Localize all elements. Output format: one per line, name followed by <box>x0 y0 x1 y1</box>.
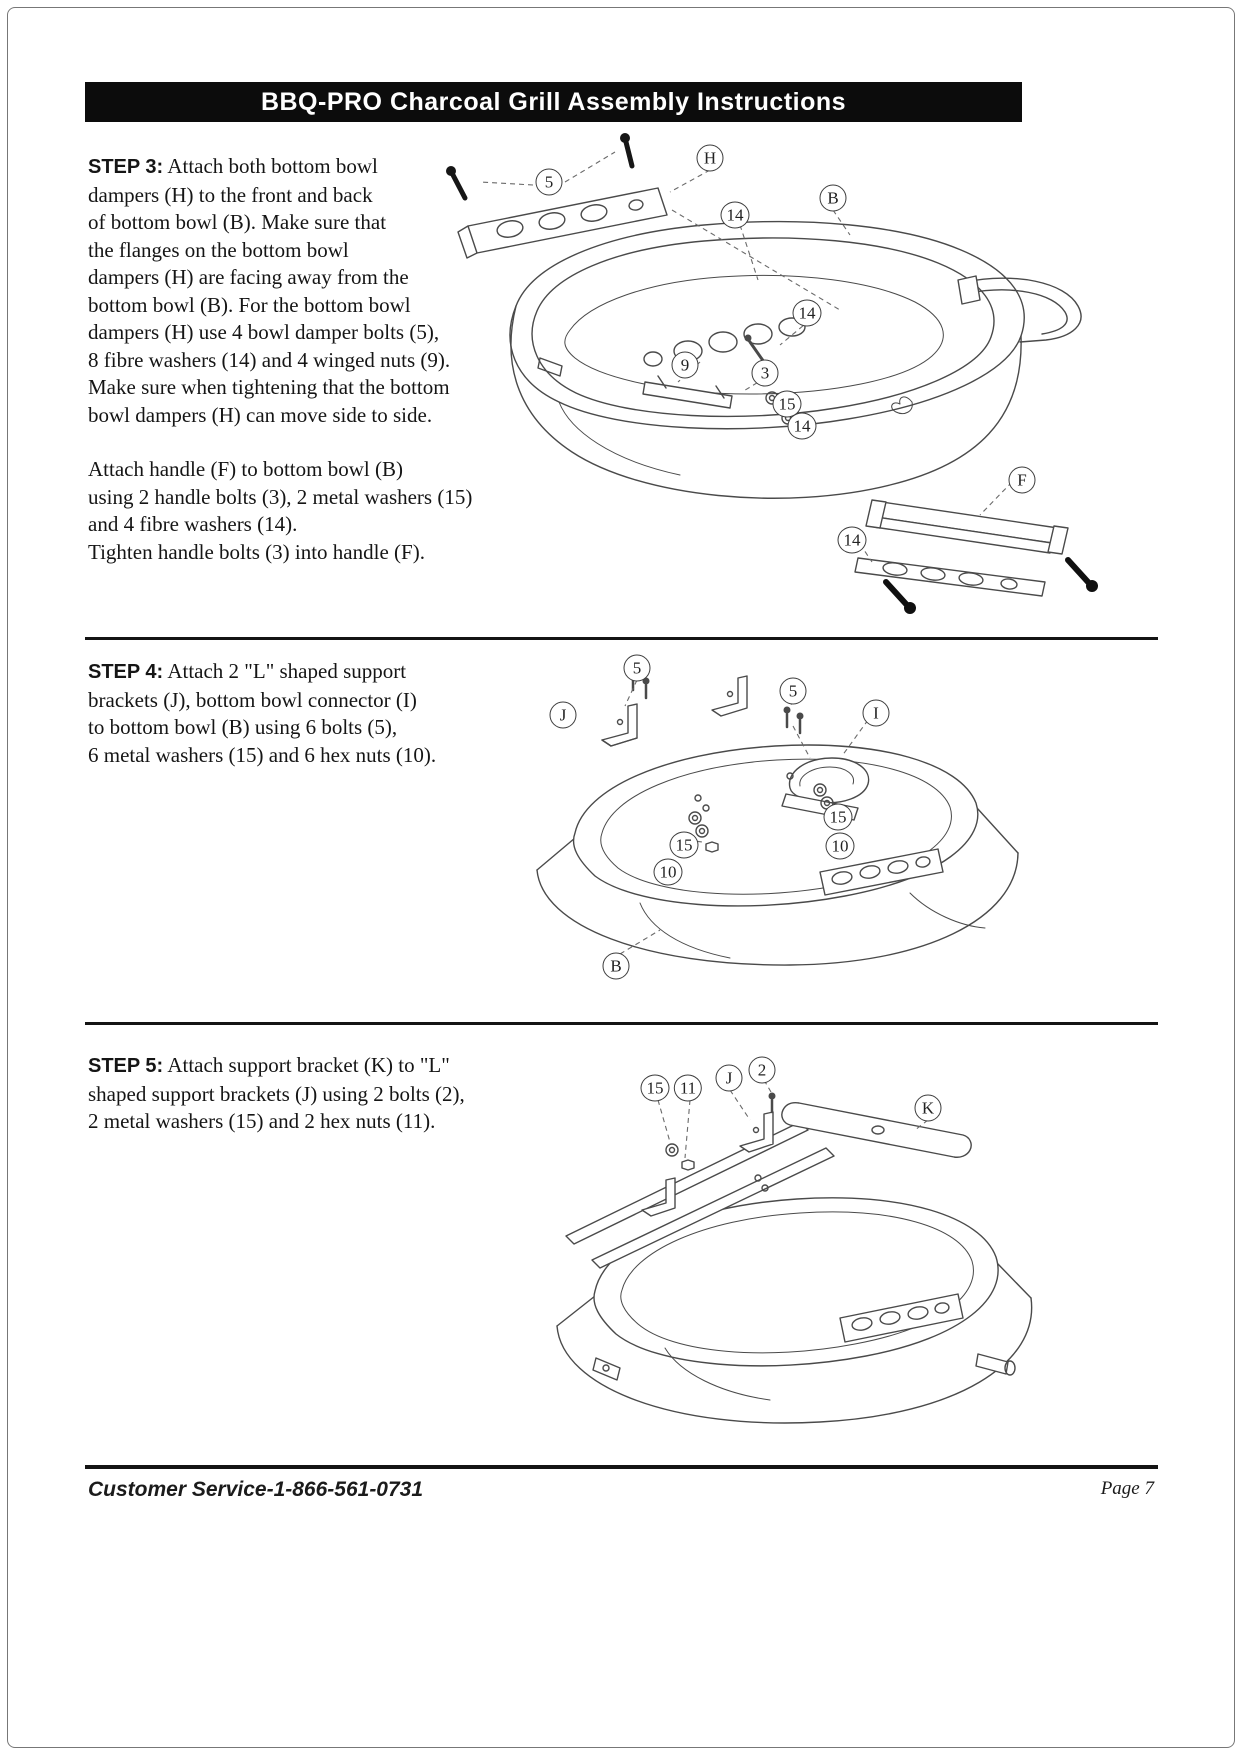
text-line: 2 metal washers (15) and 2 hex nuts (11). <box>88 1109 436 1133</box>
text-line: 6 metal washers (15) and 6 hex nuts (10). <box>88 742 437 767</box>
text-line: bowl dampers (H) can move side to side. <box>88 402 433 427</box>
step4-illustration <box>490 648 1060 993</box>
callout: 10 <box>826 833 855 860</box>
text-line: using 2 handle bolts (3), 2 metal washers (15) <box>88 484 473 509</box>
step5-text <box>88 1052 528 1136</box>
text-line: Attach handle (F) to bottom bowl (B) <box>88 457 403 481</box>
text-line: Attach 2 "L" shaped support <box>167 659 407 683</box>
section-divider <box>85 1022 1158 1025</box>
text-line: dampers (H) are facing away from the <box>88 265 409 289</box>
text-line: bottom bowl (B). For the bottom bowl <box>88 292 411 317</box>
text-line: 8 fibre washers (14) and 4 winged nuts (9). <box>88 347 451 372</box>
callout: I <box>863 700 890 727</box>
text-line: brackets (J), bottom bowl connector (I) <box>88 687 417 712</box>
callout: 14 <box>788 413 817 440</box>
callout: 5 <box>536 169 563 196</box>
callout: 15 <box>670 832 699 859</box>
callout: 5 <box>624 655 651 682</box>
step5-illustration <box>500 1058 1070 1468</box>
step3-illustration <box>420 130 1110 630</box>
step4-label: STEP 4: <box>88 661 164 683</box>
step4-drawing <box>490 648 1060 993</box>
text-line: Attach both bottom bowl <box>167 154 378 178</box>
callout: K <box>915 1095 942 1122</box>
page-number: Page 7 <box>1100 1478 1154 1499</box>
callout: J <box>550 702 577 729</box>
section-divider <box>85 637 1158 640</box>
callout: 2 <box>749 1057 776 1084</box>
step5-drawing <box>500 1058 1070 1468</box>
text-line: of bottom bowl (B). Make sure that <box>88 210 387 234</box>
step3-label: STEP 3: <box>88 156 164 178</box>
callout: B <box>820 185 847 212</box>
step5-label: STEP 5: <box>88 1055 164 1077</box>
text-line: to bottom bowl (B) using 6 bolts (5), <box>88 715 398 739</box>
callout: 15 <box>641 1075 670 1102</box>
text-line <box>88 1052 528 1081</box>
callout: 14 <box>838 527 867 554</box>
callout: F <box>1009 467 1036 494</box>
page-title: BBQ-PRO Charcoal Grill Assembly Instructions <box>260 87 847 116</box>
callout: 10 <box>654 859 683 886</box>
header-banner <box>85 82 1022 122</box>
callout: 11 <box>674 1075 702 1102</box>
callout: B <box>603 953 630 980</box>
text-line: Make sure when tightening that the bottom <box>88 375 450 399</box>
callout: 15 <box>824 804 853 831</box>
step4-text <box>88 658 508 769</box>
text-line: dampers (H) to the front and back <box>88 182 373 207</box>
text-line: Tighten handle bolts (3) into handle (F). <box>88 539 425 564</box>
text-line: the flanges on the bottom bowl <box>88 237 349 262</box>
callout: 3 <box>752 360 779 387</box>
callout: 5 <box>780 678 807 705</box>
callout: 14 <box>721 202 750 229</box>
callout: H <box>697 145 724 172</box>
text-line: shaped support brackets (J) using 2 bolts (2), <box>88 1081 465 1106</box>
callout: 14 <box>793 300 822 327</box>
text-line <box>88 658 508 687</box>
callout: J <box>716 1065 743 1092</box>
customer-service-text: Customer Service-1-866-561-0731 <box>88 1478 424 1501</box>
text-line: Attach support bracket (K) to "L" <box>167 1053 450 1077</box>
text-line: and 4 fibre washers (14). <box>88 512 298 536</box>
footer-divider <box>85 1465 1158 1469</box>
text-line: dampers (H) use 4 bowl damper bolts (5), <box>88 320 440 344</box>
callout: 9 <box>672 352 699 379</box>
callout: 15 <box>773 391 802 418</box>
